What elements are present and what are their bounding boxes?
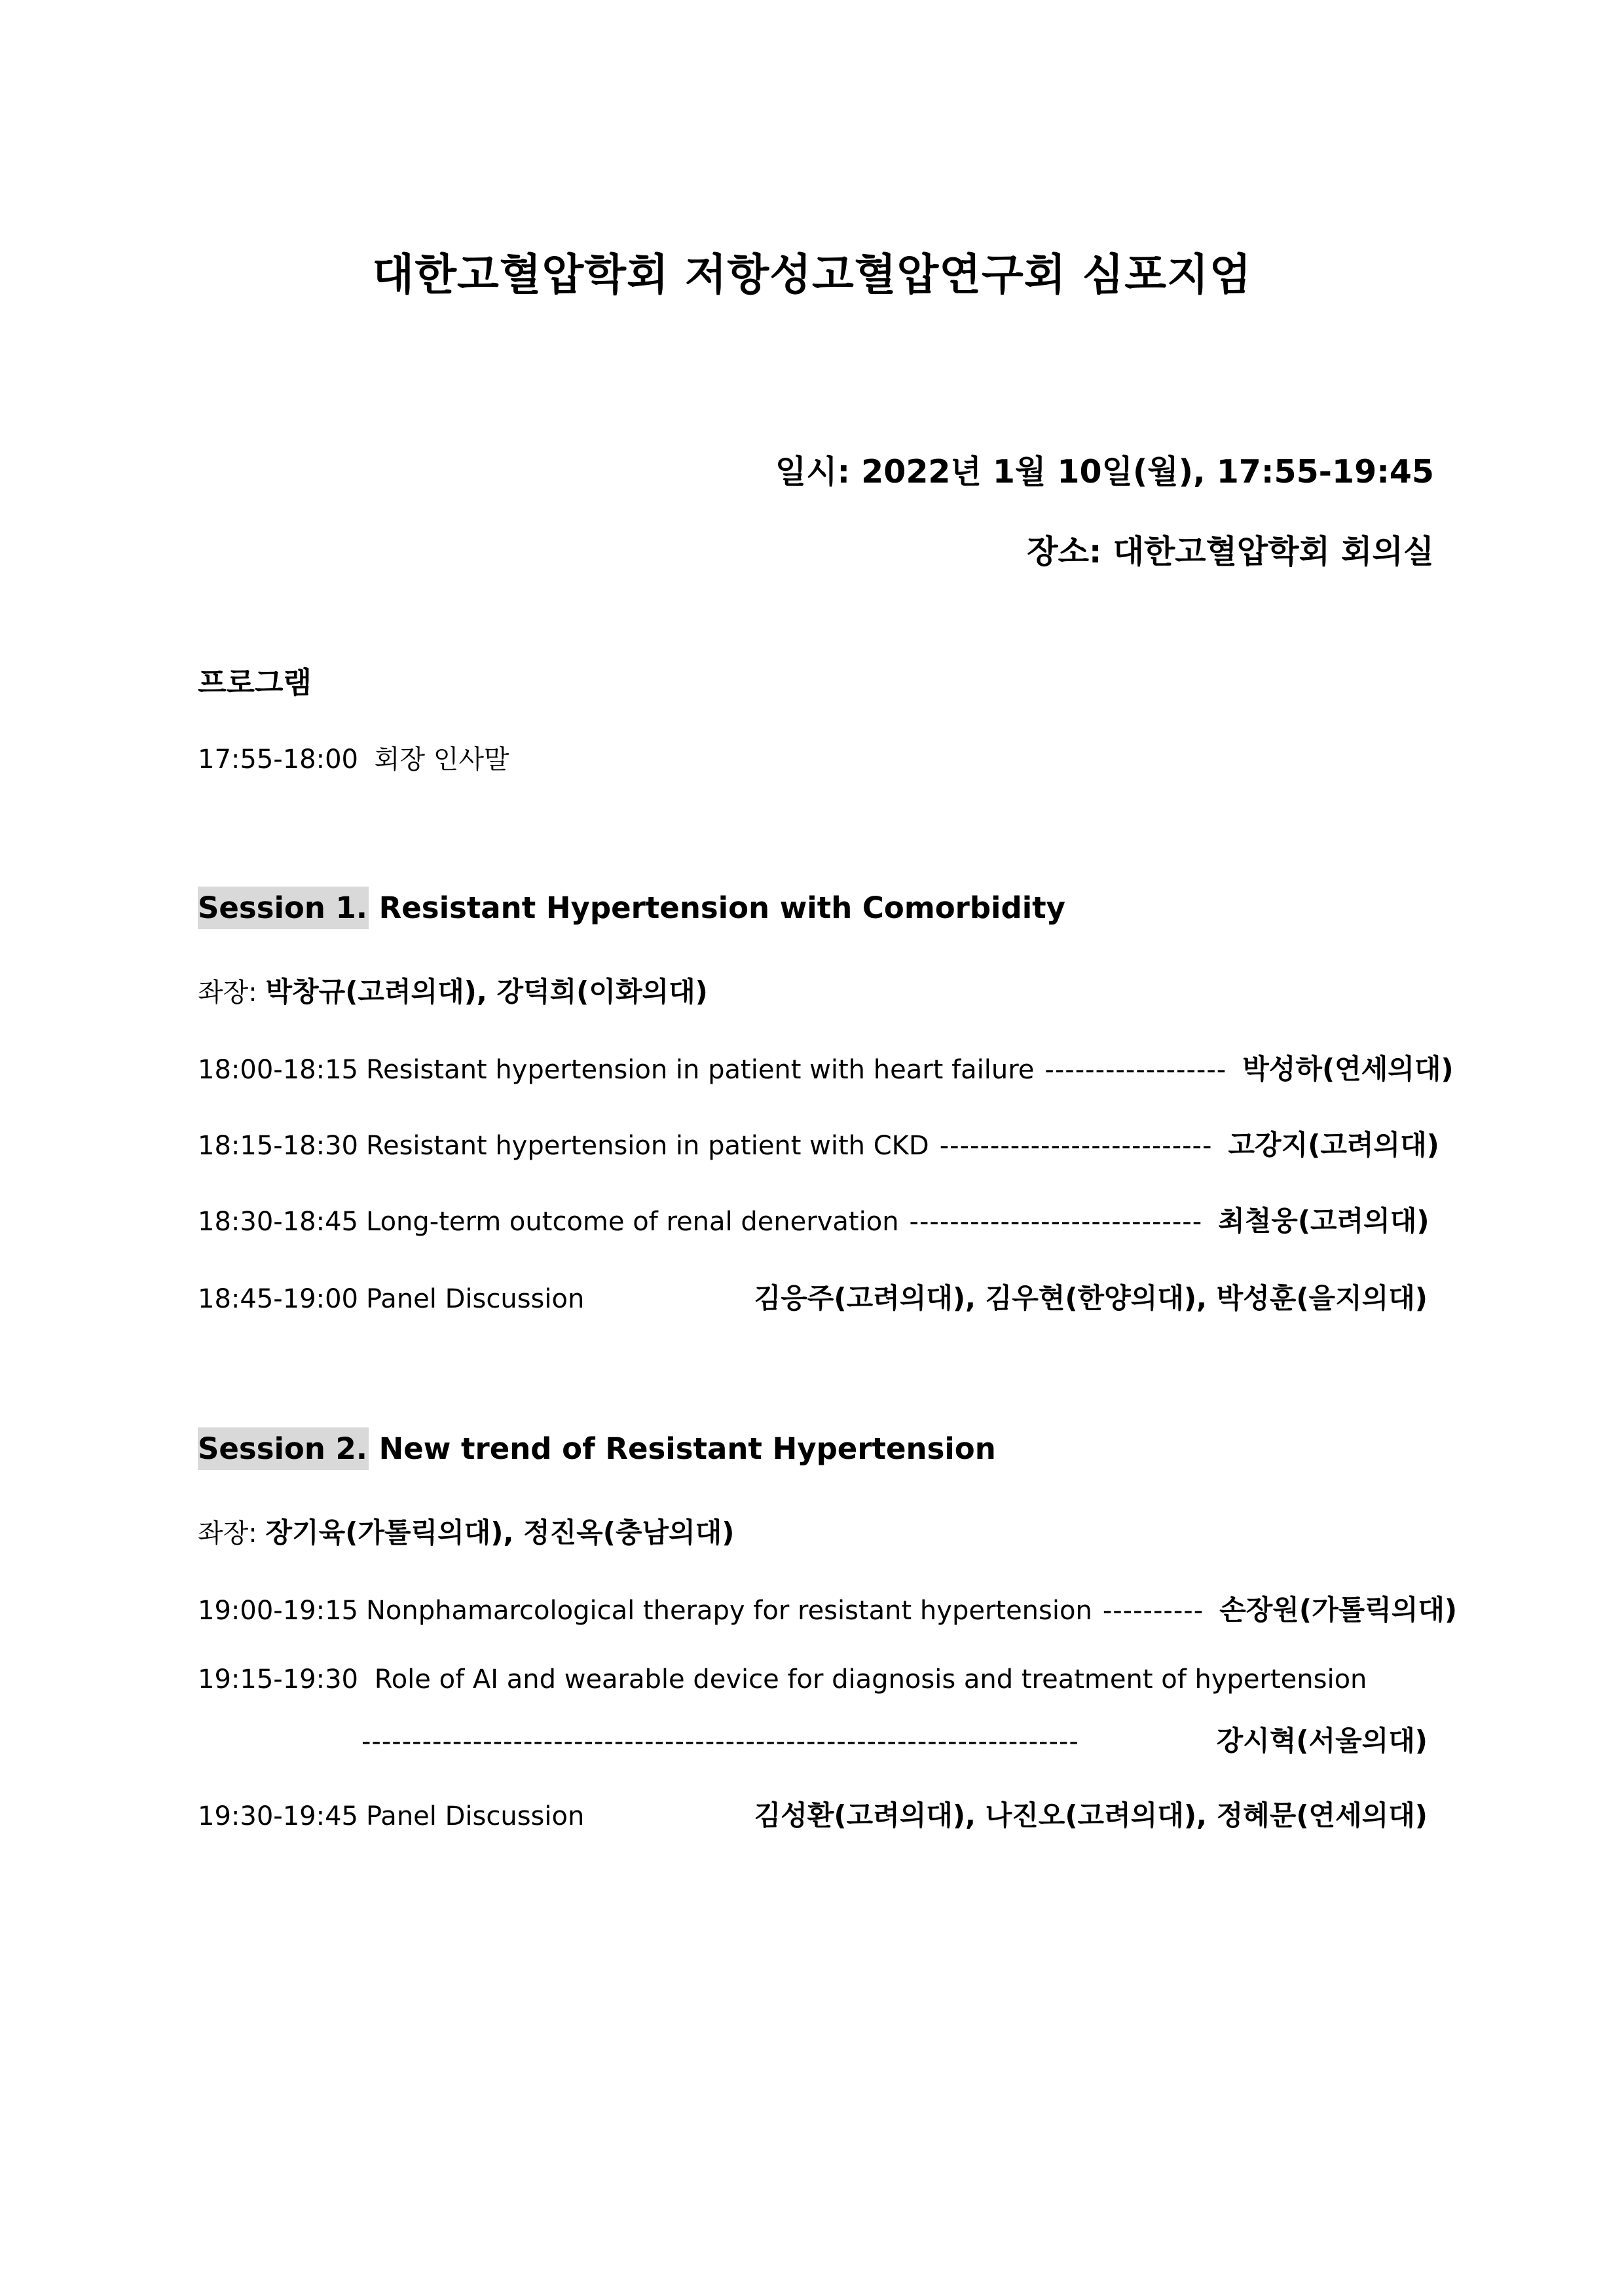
panel-row (198, 1794, 1428, 1833)
talk-topic: Role of AI and wearable device for diagnosis and treatment of hypertension (374, 1664, 1367, 1695)
session-2-title (198, 1431, 996, 1466)
opening-remarks (198, 739, 509, 776)
chair-names: 박창규(고려의대), 강덕희(이화의대) (265, 976, 708, 1008)
session-1-chairs (198, 970, 708, 1010)
session-2-label: Session 2. (198, 1427, 369, 1470)
session-1-label: Session 1. (198, 887, 369, 929)
dash-leader: --------------------------- (939, 1131, 1213, 1161)
session-1-name: Resistant Hypertension with Comorbidity (378, 890, 1065, 925)
talk-topic: Resistant hypertension in patient with heart failure (365, 1055, 1035, 1085)
talk-row-wrapped (198, 1664, 1367, 1695)
talk-time: 18:00-18:15 (198, 1055, 358, 1085)
opening-time: 17:55-18:00 (198, 744, 358, 775)
talk-row (198, 1124, 1439, 1163)
session-2-chairs (198, 1511, 734, 1551)
talk-time: 19:15-19:30 (198, 1664, 358, 1695)
document-title: 대한고혈압학회 저항성고혈압연구회 심포지엄 (372, 249, 1252, 300)
panel-time: 19:30-19:45 (198, 1801, 358, 1831)
chair-names: 장기육(가톨릭의대), 정진옥(충남의대) (265, 1516, 735, 1549)
talk-speaker: 고강지(고려의대) (1228, 1129, 1439, 1161)
dash-leader: ------------------ (1044, 1055, 1227, 1085)
event-date: 일시: 2022년 1월 10일(월), 17:55-19:45 (775, 453, 1434, 490)
talk-speaker: 최철웅(고려의대) (1218, 1205, 1430, 1237)
talk-speaker: 손장원(가톨릭의대) (1219, 1594, 1458, 1626)
talk-topic: Nonphamarcological therapy for resistant hypertension (365, 1596, 1092, 1626)
event-venue: 장소: 대한고혈압학회 회의실 (1027, 533, 1434, 570)
talk-topic: Resistant hypertension in patient with CKD (365, 1131, 929, 1161)
chair-label: 좌장: (198, 978, 257, 1008)
talk-row (198, 1588, 1458, 1628)
panel-topic: Panel Discussion (365, 1801, 585, 1831)
talk-speaker: 강시혁(서울의대) (1216, 1725, 1428, 1757)
program-heading: 프로그램 (198, 665, 312, 700)
opening-text: 회장 인사말 (374, 744, 509, 775)
dash-leader: ---------- (1102, 1596, 1204, 1626)
chair-label: 좌장: (198, 1518, 257, 1549)
talk-row (198, 1200, 1428, 1239)
dash-leader: ----------------------------------------------------------------------- (361, 1727, 1079, 1757)
talk-speaker: 박성하(연세의대) (1242, 1053, 1454, 1085)
session-2-name: New trend of Resistant Hypertension (378, 1431, 996, 1466)
panel-time: 18:45-19:00 (198, 1284, 358, 1314)
panel-topic: Panel Discussion (365, 1284, 585, 1314)
panel-speakers: 김응주(고려의대), 김우현(한양의대), 박성훈(을지의대) (754, 1282, 1428, 1314)
talk-time: 18:30-18:45 (198, 1207, 358, 1237)
talk-time: 18:15-18:30 (198, 1131, 358, 1161)
panel-row (198, 1277, 1428, 1316)
talk-row-continuation (361, 1719, 1428, 1759)
talk-row (198, 1048, 1454, 1087)
talk-topic: Long-term outcome of renal denervation (365, 1207, 899, 1237)
panel-speakers: 김성환(고려의대), 나진오(고려의대), 정혜문(연세의대) (754, 1799, 1428, 1831)
dash-leader: ----------------------------- (909, 1207, 1203, 1237)
session-1-title (198, 890, 1065, 925)
talk-time: 19:00-19:15 (198, 1596, 358, 1626)
